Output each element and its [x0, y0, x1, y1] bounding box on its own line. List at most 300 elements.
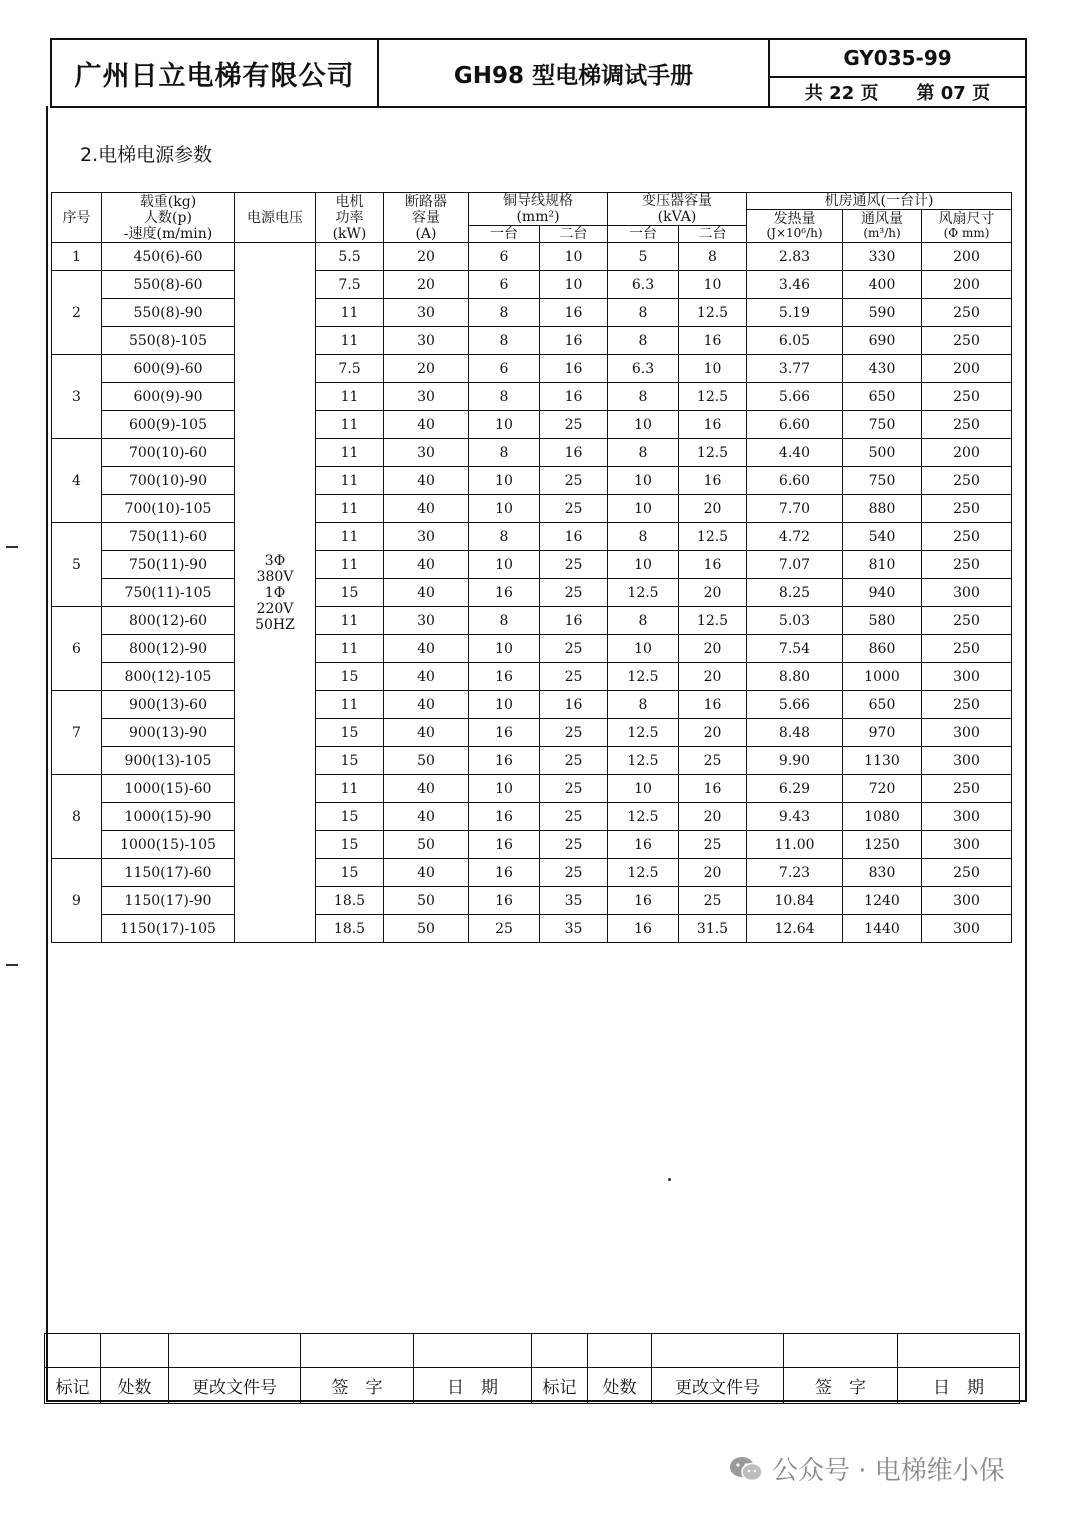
table-cell: 3.77	[747, 355, 843, 383]
table-cell: 900(13)-105	[102, 747, 235, 775]
table-cell: 25	[540, 859, 608, 887]
table-cell: 5.19	[747, 299, 843, 327]
revision-cell	[169, 1334, 301, 1368]
table-row	[52, 495, 1012, 523]
header-fan	[922, 210, 1012, 243]
table-row	[52, 747, 1012, 775]
table-cell: 40	[384, 859, 469, 887]
header-copper-unit: (mm²)	[516, 209, 560, 226]
table-cell: 16	[469, 887, 540, 915]
table-cell: 1080	[843, 803, 922, 831]
table-cell: 10	[608, 467, 679, 495]
table-cell: 12.5	[608, 579, 679, 607]
table-cell: 7.23	[747, 859, 843, 887]
table-cell: 11	[316, 495, 384, 523]
table-cell: 40	[384, 663, 469, 691]
table-cell: 25	[540, 747, 608, 775]
table-cell: 25	[540, 775, 608, 803]
table-cell: 20	[679, 495, 747, 523]
table-cell: 20	[679, 635, 747, 663]
table-cell: 10	[540, 243, 608, 271]
row-seq-cell: 5	[52, 523, 102, 607]
table-cell: 5.66	[747, 691, 843, 719]
table-cell: 40	[384, 495, 469, 523]
table-cell: 50	[384, 831, 469, 859]
table-cell: 8.25	[747, 579, 843, 607]
table-cell: 40	[384, 803, 469, 831]
table-cell: 1000(15)-90	[102, 803, 235, 831]
table-cell: 8	[469, 439, 540, 467]
table-cell: 5	[608, 243, 679, 271]
revision-labels	[45, 1368, 1020, 1404]
table-cell: 11	[316, 775, 384, 803]
table-cell: 720	[843, 775, 922, 803]
table-cell: 16	[679, 411, 747, 439]
table-cell: 16	[679, 551, 747, 579]
document-info	[770, 40, 1025, 106]
document-header	[50, 38, 1027, 108]
table-cell: 25	[679, 887, 747, 915]
table-cell: 20	[679, 719, 747, 747]
table-cell: 16	[469, 663, 540, 691]
table-cell: 250	[922, 327, 1012, 355]
table-cell: 11	[316, 551, 384, 579]
table-cell: 10	[608, 495, 679, 523]
revision-label-docno: 更改文件号	[652, 1368, 784, 1404]
table-cell: 40	[384, 691, 469, 719]
table-cell: 11	[316, 327, 384, 355]
table-cell: 700(10)-105	[102, 495, 235, 523]
table-cell: 8	[469, 383, 540, 411]
table-cell: 25	[540, 803, 608, 831]
table-cell: 250	[922, 467, 1012, 495]
revision-table	[44, 1333, 1020, 1404]
header-fan-unit: (Φ mm)	[943, 226, 990, 241]
table-cell: 1150(17)-60	[102, 859, 235, 887]
table-cell: 300	[922, 803, 1012, 831]
table-cell: 590	[843, 299, 922, 327]
table-cell: 20	[679, 803, 747, 831]
table-cell: 580	[843, 607, 922, 635]
supply-voltage-cell	[235, 243, 316, 943]
table-cell: 200	[922, 243, 1012, 271]
table-cell: 11	[316, 383, 384, 411]
table-row	[52, 243, 1012, 271]
table-cell: 25	[679, 747, 747, 775]
table-cell: 5.5	[316, 243, 384, 271]
table-cell: 15	[316, 719, 384, 747]
table-cell: 10	[608, 551, 679, 579]
table-cell: 2.83	[747, 243, 843, 271]
voltage-line: 50HZ	[255, 616, 295, 633]
revision-cell	[652, 1334, 784, 1368]
table-cell: 8	[608, 691, 679, 719]
table-cell: 800(12)-90	[102, 635, 235, 663]
table-cell: 20	[679, 859, 747, 887]
wechat-icon	[728, 1455, 764, 1483]
revision-cell	[588, 1334, 652, 1368]
table-cell: 9.43	[747, 803, 843, 831]
table-cell: 830	[843, 859, 922, 887]
table-cell: 16	[679, 775, 747, 803]
table-cell: 250	[922, 495, 1012, 523]
table-cell: 6.60	[747, 467, 843, 495]
table-cell: 11	[316, 691, 384, 719]
table-cell: 6.3	[608, 355, 679, 383]
table-cell: 7.07	[747, 551, 843, 579]
table-row	[52, 271, 1012, 299]
table-cell: 250	[922, 551, 1012, 579]
table-cell: 690	[843, 327, 922, 355]
table-cell: 5.03	[747, 607, 843, 635]
table-cell: 750(11)-90	[102, 551, 235, 579]
table-cell: 10	[608, 775, 679, 803]
table-cell: 430	[843, 355, 922, 383]
table-cell: 10	[469, 691, 540, 719]
table-cell: 300	[922, 831, 1012, 859]
header-load-line3: -速度(m/min)	[123, 225, 213, 242]
table-cell: 800(12)-105	[102, 663, 235, 691]
revision-label-count: 处数	[588, 1368, 652, 1404]
table-cell: 50	[384, 747, 469, 775]
voltage-line: 380V	[256, 568, 294, 585]
revision-label-sign: 签 字	[784, 1368, 898, 1404]
table-cell: 900(13)-90	[102, 719, 235, 747]
table-cell: 11	[316, 607, 384, 635]
table-cell: 10	[469, 635, 540, 663]
table-cell: 700(10)-60	[102, 439, 235, 467]
revision-label-date: 日 期	[414, 1368, 532, 1404]
table-cell: 650	[843, 691, 922, 719]
table-cell: 40	[384, 411, 469, 439]
header-motor-power	[316, 193, 384, 243]
table-cell: 1150(17)-90	[102, 887, 235, 915]
header-fan-title: 风扇尺寸	[938, 211, 995, 228]
document-code: GY035-99	[770, 40, 1025, 78]
header-transformer-title: 变压器容量	[642, 193, 712, 209]
table-cell: 15	[316, 747, 384, 775]
revision-cell	[532, 1334, 588, 1368]
table-cell: 50	[384, 915, 469, 943]
table-cell: 16	[540, 299, 608, 327]
table-cell: 970	[843, 719, 922, 747]
table-cell: 12.5	[679, 299, 747, 327]
table-row	[52, 803, 1012, 831]
table-cell: 1240	[843, 887, 922, 915]
table-cell: 250	[922, 607, 1012, 635]
table-cell: 10	[679, 355, 747, 383]
table-cell: 10	[469, 495, 540, 523]
table-cell: 11	[316, 299, 384, 327]
table-cell: 250	[922, 411, 1012, 439]
table-cell: 16	[540, 327, 608, 355]
table-cell: 300	[922, 915, 1012, 943]
table-cell: 10	[469, 411, 540, 439]
table-cell: 540	[843, 523, 922, 551]
table-cell: 8	[608, 299, 679, 327]
table-cell: 750(11)-60	[102, 523, 235, 551]
table-cell: 8	[608, 607, 679, 635]
table-row	[52, 635, 1012, 663]
table-cell: 25	[540, 635, 608, 663]
table-cell: 650	[843, 383, 922, 411]
watermark-text: 公众号 · 电梯维小保	[772, 1456, 1005, 1486]
table-cell: 20	[679, 663, 747, 691]
table-cell: 16	[540, 439, 608, 467]
table-cell: 25	[469, 915, 540, 943]
revision-row-blank	[45, 1334, 1020, 1368]
table-cell: 6.3	[608, 271, 679, 299]
table-cell: 15	[316, 663, 384, 691]
table-cell: 600(9)-90	[102, 383, 235, 411]
table-cell: 25	[540, 495, 608, 523]
revision-label-mark: 标记	[45, 1368, 101, 1404]
row-seq-cell: 3	[52, 355, 102, 439]
voltage-line: 3Φ	[264, 552, 286, 569]
row-seq-cell: 9	[52, 859, 102, 943]
table-cell: 16	[608, 887, 679, 915]
table-cell: 7.70	[747, 495, 843, 523]
table-cell: 16	[540, 607, 608, 635]
table-cell: 250	[922, 859, 1012, 887]
table-cell: 200	[922, 439, 1012, 467]
table-cell: 1250	[843, 831, 922, 859]
table-cell: 250	[922, 299, 1012, 327]
voltage-line: 220V	[256, 600, 294, 617]
table-cell: 11	[316, 411, 384, 439]
table-cell: 30	[384, 607, 469, 635]
table-cell: 10	[608, 411, 679, 439]
revision-label-count: 处数	[101, 1368, 169, 1404]
table-row	[52, 383, 1012, 411]
table-cell: 11	[316, 439, 384, 467]
table-row	[52, 719, 1012, 747]
table-cell: 1130	[843, 747, 922, 775]
header-seq: 序号	[52, 193, 102, 243]
table-cell: 12.64	[747, 915, 843, 943]
table-cell: 600(9)-105	[102, 411, 235, 439]
table-cell: 35	[540, 887, 608, 915]
table-cell: 8	[608, 439, 679, 467]
table-row	[52, 355, 1012, 383]
table-cell: 750	[843, 467, 922, 495]
table-cell: 12.5	[679, 439, 747, 467]
table-cell: 900(13)-60	[102, 691, 235, 719]
table-row	[52, 607, 1012, 635]
table-cell: 880	[843, 495, 922, 523]
table-cell: 810	[843, 551, 922, 579]
table-cell: 1000(15)-60	[102, 775, 235, 803]
revision-cell	[101, 1334, 169, 1368]
header-breaker-line3: (A)	[415, 225, 437, 242]
table-cell: 12.5	[679, 523, 747, 551]
table-cell: 8.80	[747, 663, 843, 691]
table-cell: 800(12)-60	[102, 607, 235, 635]
table-row	[52, 551, 1012, 579]
table-cell: 1150(17)-105	[102, 915, 235, 943]
table-cell: 30	[384, 299, 469, 327]
table-cell: 10	[679, 271, 747, 299]
scan-mark	[6, 546, 18, 548]
table-row	[52, 299, 1012, 327]
header-transformer-one: 一台	[608, 226, 679, 243]
table-cell: 20	[384, 271, 469, 299]
header-copper-two: 二台	[540, 226, 608, 243]
table-cell: 300	[922, 719, 1012, 747]
header-motor-line3: (kW)	[332, 225, 367, 242]
table-cell: 12.5	[679, 383, 747, 411]
header-heat-unit: (J×10⁶/h)	[766, 226, 823, 241]
header-heat	[747, 210, 843, 243]
table-cell: 18.5	[316, 887, 384, 915]
table-cell: 300	[922, 663, 1012, 691]
header-breaker-line1: 断路器	[405, 193, 447, 210]
table-row	[52, 523, 1012, 551]
header-airflow-title: 通风量	[861, 211, 903, 228]
table-cell: 25	[540, 467, 608, 495]
table-cell: 25	[679, 831, 747, 859]
table-cell: 6.29	[747, 775, 843, 803]
table-cell: 8	[608, 327, 679, 355]
table-cell: 30	[384, 439, 469, 467]
row-seq-cell: 2	[52, 271, 102, 355]
table-cell: 11	[316, 635, 384, 663]
table-row	[52, 859, 1012, 887]
header-copper-one: 一台	[469, 226, 540, 243]
table-cell: 11.00	[747, 831, 843, 859]
table-cell: 300	[922, 887, 1012, 915]
row-seq-cell: 8	[52, 775, 102, 859]
table-cell: 750(11)-105	[102, 579, 235, 607]
table-cell: 6.60	[747, 411, 843, 439]
table-cell: 6.05	[747, 327, 843, 355]
header-transformer-two: 二台	[679, 226, 747, 243]
table-cell: 15	[316, 579, 384, 607]
table-cell: 8	[608, 383, 679, 411]
header-motor-line1: 电机	[335, 193, 364, 210]
table-row	[52, 327, 1012, 355]
table-cell: 500	[843, 439, 922, 467]
table-cell: 700(10)-90	[102, 467, 235, 495]
header-heat-title: 发热量	[773, 211, 816, 228]
table-cell: 50	[384, 887, 469, 915]
table-cell: 18.5	[316, 915, 384, 943]
row-seq-cell: 4	[52, 439, 102, 523]
table-cell: 7.5	[316, 355, 384, 383]
table-row	[52, 579, 1012, 607]
table-cell: 9.90	[747, 747, 843, 775]
revision-cell	[301, 1334, 414, 1368]
row-seq-cell: 6	[52, 607, 102, 691]
table-cell: 450(6)-60	[102, 243, 235, 271]
table-cell: 300	[922, 579, 1012, 607]
table-cell: 20	[384, 243, 469, 271]
table-cell: 4.72	[747, 523, 843, 551]
table-cell: 12.5	[608, 747, 679, 775]
table-cell: 25	[540, 719, 608, 747]
table-cell: 15	[316, 831, 384, 859]
table-cell: 16	[679, 467, 747, 495]
header-copper	[469, 193, 608, 226]
table-cell: 750	[843, 411, 922, 439]
table-cell: 40	[384, 579, 469, 607]
table-cell: 12.5	[679, 607, 747, 635]
table-cell: 5.66	[747, 383, 843, 411]
header-breaker	[384, 193, 469, 243]
table-cell: 10.84	[747, 887, 843, 915]
table-cell: 10	[540, 271, 608, 299]
section-title: 2.电梯电源参数	[80, 144, 213, 166]
table-cell: 200	[922, 271, 1012, 299]
table-cell: 550(8)-60	[102, 271, 235, 299]
table-cell: 7.5	[316, 271, 384, 299]
table-cell: 250	[922, 775, 1012, 803]
table-cell: 1440	[843, 915, 922, 943]
table-row	[52, 439, 1012, 467]
revision-label-date: 日 期	[898, 1368, 1020, 1404]
watermark	[728, 1450, 1005, 1487]
table-row	[52, 691, 1012, 719]
table-cell: 25	[540, 411, 608, 439]
table-cell: 30	[384, 383, 469, 411]
table-cell: 400	[843, 271, 922, 299]
table-cell: 11	[316, 523, 384, 551]
table-row	[52, 775, 1012, 803]
table-cell: 250	[922, 635, 1012, 663]
table-cell: 12.5	[608, 719, 679, 747]
table-cell: 16	[540, 523, 608, 551]
page-number: 第 07 页	[916, 83, 991, 104]
table-cell: 25	[540, 551, 608, 579]
page-info	[770, 78, 1025, 106]
header-airflow-unit: (m³/h)	[863, 226, 901, 241]
table-cell: 15	[316, 803, 384, 831]
table-cell: 300	[922, 747, 1012, 775]
table-cell: 16	[679, 691, 747, 719]
table-cell: 16	[608, 831, 679, 859]
table-row	[52, 411, 1012, 439]
table-cell: 25	[540, 663, 608, 691]
table-cell: 10	[469, 551, 540, 579]
table-row	[52, 887, 1012, 915]
table-cell: 10	[469, 775, 540, 803]
table-cell: 250	[922, 691, 1012, 719]
table-cell: 16	[540, 355, 608, 383]
table-cell: 6	[469, 355, 540, 383]
table-row	[52, 467, 1012, 495]
table-cell: 16	[469, 579, 540, 607]
table-cell: 25	[540, 831, 608, 859]
table-cell: 40	[384, 551, 469, 579]
table-cell: 940	[843, 579, 922, 607]
table-cell: 40	[384, 775, 469, 803]
table-cell: 16	[469, 719, 540, 747]
table-cell: 250	[922, 523, 1012, 551]
table-cell: 16	[679, 327, 747, 355]
scan-dot	[668, 1178, 671, 1181]
header-voltage: 电源电压	[235, 193, 316, 243]
table-row	[52, 915, 1012, 943]
table-cell: 550(8)-105	[102, 327, 235, 355]
table-cell: 16	[469, 803, 540, 831]
table-cell: 10	[469, 467, 540, 495]
table-cell: 20	[679, 579, 747, 607]
table-cell: 40	[384, 719, 469, 747]
table-row	[52, 663, 1012, 691]
table-row	[52, 831, 1012, 859]
table-cell: 200	[922, 355, 1012, 383]
header-load-line1: 载重(kg)	[139, 193, 197, 210]
